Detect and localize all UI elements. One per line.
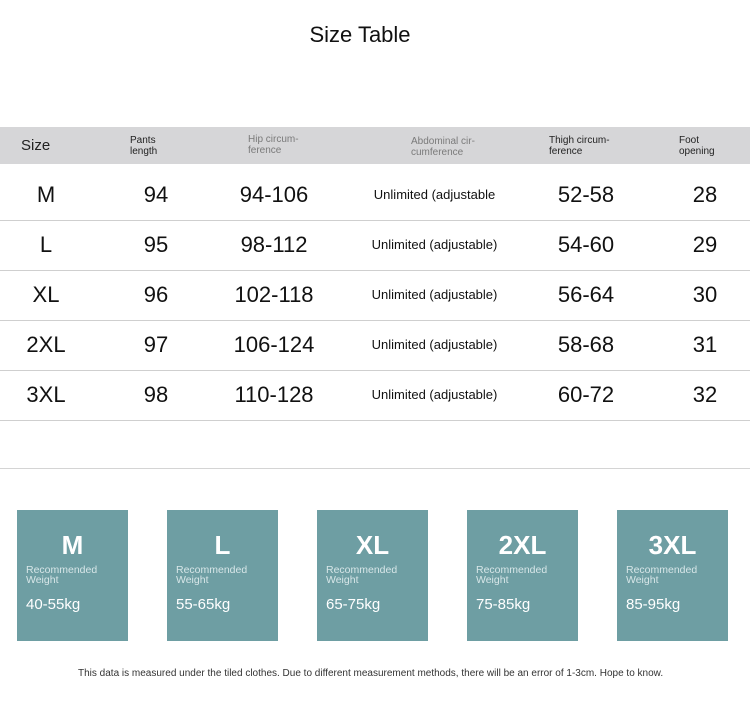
cell-abdominal: Unlimited (adjustable) <box>371 287 498 302</box>
divider <box>0 468 750 469</box>
table-row <box>0 220 750 271</box>
cell-thigh: 54-60 <box>557 232 615 257</box>
cell-pants: 95 <box>143 232 169 257</box>
cell-abdominal: Unlimited (adjustable) <box>371 387 498 402</box>
card-label: Recommended Weight <box>26 564 98 586</box>
cell-foot: 30 <box>692 282 718 307</box>
table-header <box>0 127 750 164</box>
cell-size: M <box>36 182 56 207</box>
cell-foot: 32 <box>692 382 718 407</box>
cell-size: L <box>39 232 53 257</box>
weight-card <box>17 510 128 641</box>
page-title: Size Table <box>309 22 411 47</box>
header-foot-opening: Foot opening <box>679 135 715 157</box>
header-hip: Hip circum- ference <box>248 134 299 156</box>
weight-card <box>467 510 578 641</box>
table-row <box>0 170 750 221</box>
cell-pants: 98 <box>143 382 169 407</box>
cell-hip: 94-106 <box>239 182 309 207</box>
card-weight: 65-75kg <box>326 596 381 613</box>
header-size: Size <box>21 137 51 154</box>
cell-abdominal: Unlimited (adjustable) <box>371 237 498 252</box>
cell-thigh: 56-64 <box>557 282 615 307</box>
card-label: Recommended Weight <box>176 564 248 586</box>
cell-pants: 96 <box>143 282 169 307</box>
cell-foot: 31 <box>692 332 718 357</box>
cell-size: 2XL <box>26 332 66 357</box>
cell-size: 3XL <box>26 382 66 407</box>
cell-abdominal: Unlimited (adjustable) <box>371 337 498 352</box>
table-row <box>0 370 750 421</box>
cell-foot: 28 <box>692 182 718 207</box>
cell-abdominal: Unlimited (adjustable <box>373 187 496 202</box>
card-size: 2XL <box>498 530 547 560</box>
table-row <box>0 270 750 321</box>
cell-pants: 97 <box>143 332 169 357</box>
card-size: L <box>214 530 231 560</box>
weight-card <box>317 510 428 641</box>
card-size: XL <box>355 530 390 560</box>
weight-card <box>167 510 278 641</box>
card-size: M <box>61 530 84 560</box>
cell-thigh: 60-72 <box>557 382 615 407</box>
cell-size: XL <box>32 282 60 307</box>
cell-hip: 102-118 <box>234 282 314 307</box>
cell-thigh: 58-68 <box>557 332 615 357</box>
weight-card <box>617 510 728 641</box>
header-thigh: Thigh circum- ference <box>549 135 610 157</box>
table-row <box>0 320 750 371</box>
card-weight: 40-55kg <box>26 596 81 613</box>
card-weight: 75-85kg <box>476 596 531 613</box>
card-size: 3XL <box>648 530 697 560</box>
cell-hip: 106-124 <box>233 332 315 357</box>
card-label: Recommended Weight <box>626 564 698 586</box>
card-label: Recommended Weight <box>476 564 548 586</box>
footnote: This data is measured under the tiled clothes. Due to different measurement methods, there will be an error of 1-3cm. Hope to know. <box>78 668 664 679</box>
cell-hip: 98-112 <box>240 232 308 257</box>
header-abdominal: Abdominal cir- cumference <box>411 136 475 158</box>
card-weight: 85-95kg <box>626 596 681 613</box>
header-pants-length: Pants length <box>130 135 158 157</box>
cell-hip: 110-128 <box>234 382 314 407</box>
card-weight: 55-65kg <box>176 596 231 613</box>
cell-foot: 29 <box>692 232 718 257</box>
card-label: Recommended Weight <box>326 564 398 586</box>
cell-thigh: 52-58 <box>557 182 615 207</box>
cell-pants: 94 <box>143 182 169 207</box>
